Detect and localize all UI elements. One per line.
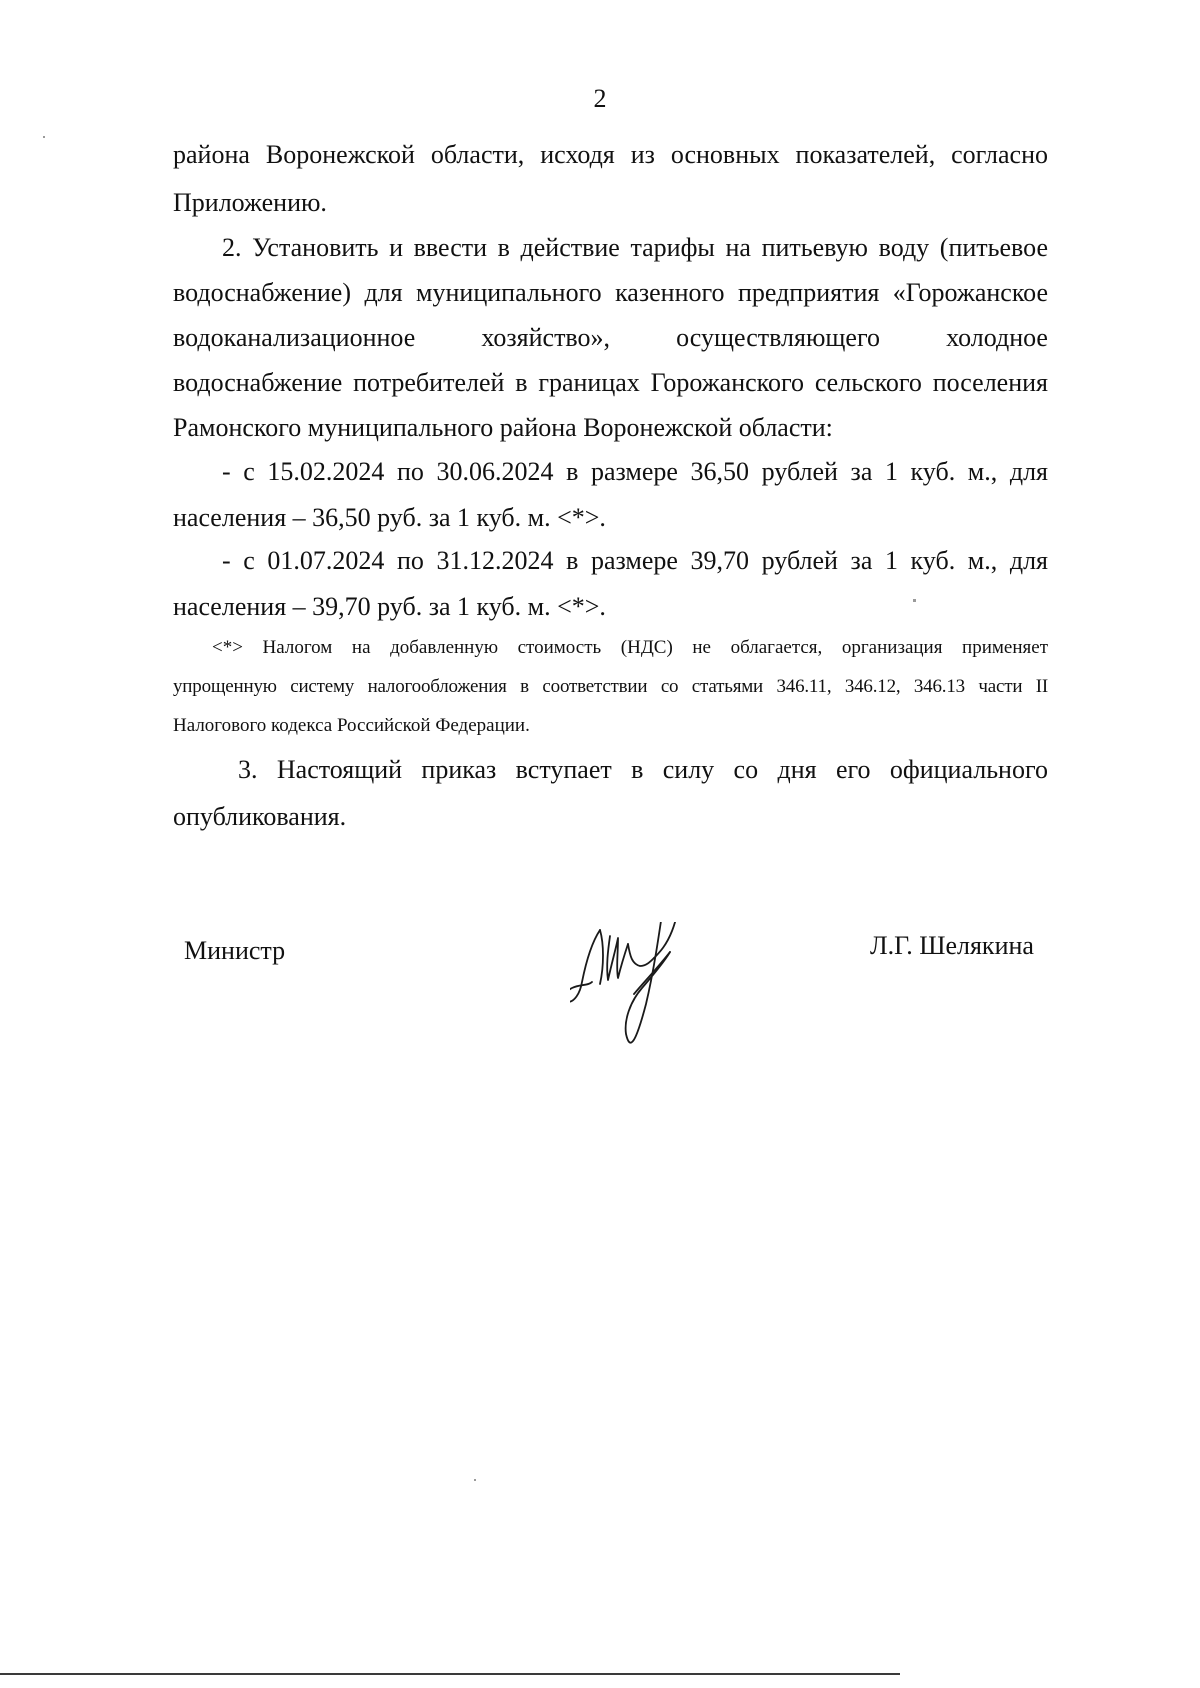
- intro-line-1: [173, 140, 1048, 170]
- tariff-2-line-1-text: - с 01.07.2024 по 31.12.2024 в размере 39,70 рублей за 1 куб. м., для: [222, 546, 1048, 575]
- page-number: 2: [593, 84, 607, 113]
- word-4: холодное: [946, 323, 1048, 352]
- footnote-line-2: [173, 675, 1048, 699]
- footnote-line-1: [212, 636, 1048, 660]
- paragraph-2-line-1: [222, 233, 1048, 263]
- paragraph-2-line-4: [173, 368, 1048, 398]
- handwritten-signature: [570, 922, 750, 1142]
- scan-dot-mark: [474, 1479, 476, 1481]
- word-3: осуществляющего: [676, 323, 880, 352]
- intro-line-2: Приложению.: [173, 188, 327, 217]
- signature-title: Министр: [184, 936, 286, 965]
- footnote-line-1-text: <*> Налогом на добавленную стоимость (НДС) не облагается, организация применяет: [212, 637, 1048, 658]
- paragraph-2-line-1-text: 2. Установить и ввести в действие тарифы на питьевую воду (питьевое: [222, 233, 1048, 262]
- scan-dot-mark: [913, 599, 916, 602]
- paragraph-2-line-2: [173, 278, 1048, 308]
- paragraph-2-line-3: [173, 323, 1048, 353]
- footnote-line-2-text: упрощенную систему налогообложения в соответствии со статьями 346.11, 346.12, 346.13 части II: [173, 676, 1048, 697]
- tariff-1-line-2: населения – 36,50 руб. за 1 куб. м. <*>.: [173, 503, 606, 532]
- word-2: хозяйство»,: [481, 323, 611, 352]
- tariff-1-line-1-text: - с 15.02.2024 по 30.06.2024 в размере 36,50 рублей за 1 куб. м., для: [222, 457, 1048, 486]
- word-1: водоканализационное: [173, 323, 416, 352]
- tariff-2-line-2: населения – 39,70 руб. за 1 куб. м. <*>.: [173, 592, 606, 621]
- bottom-scan-edge: [0, 1673, 900, 1675]
- paragraph-3-line-1-text: 3. Настоящий приказ вступает в силу со дня его официального: [238, 755, 1048, 784]
- tariff-1-line-1: [222, 457, 1048, 487]
- scan-dot-mark: [43, 136, 45, 138]
- footnote-line-3: Налогового кодекса Российской Федерации.: [173, 715, 530, 736]
- tariff-2-line-1: [222, 546, 1048, 576]
- paragraph-2-line-2-text: водоснабжение) для муниципального казенного предприятия «Горожанское: [173, 278, 1048, 307]
- paragraph-3-line-1: [238, 755, 1048, 785]
- paragraph-2-line-5: Рамонского муниципального района Воронежской области:: [173, 413, 833, 442]
- intro-line-1-text: района Воронежской области, исходя из основных показателей, согласно: [173, 140, 1048, 169]
- paragraph-2-line-4-text: водоснабжение потребителей в границах Горожанского сельского поселения: [173, 368, 1048, 397]
- signature-name: Л.Г. Шелякина: [870, 931, 1034, 960]
- paragraph-3-line-2: опубликования.: [173, 802, 347, 831]
